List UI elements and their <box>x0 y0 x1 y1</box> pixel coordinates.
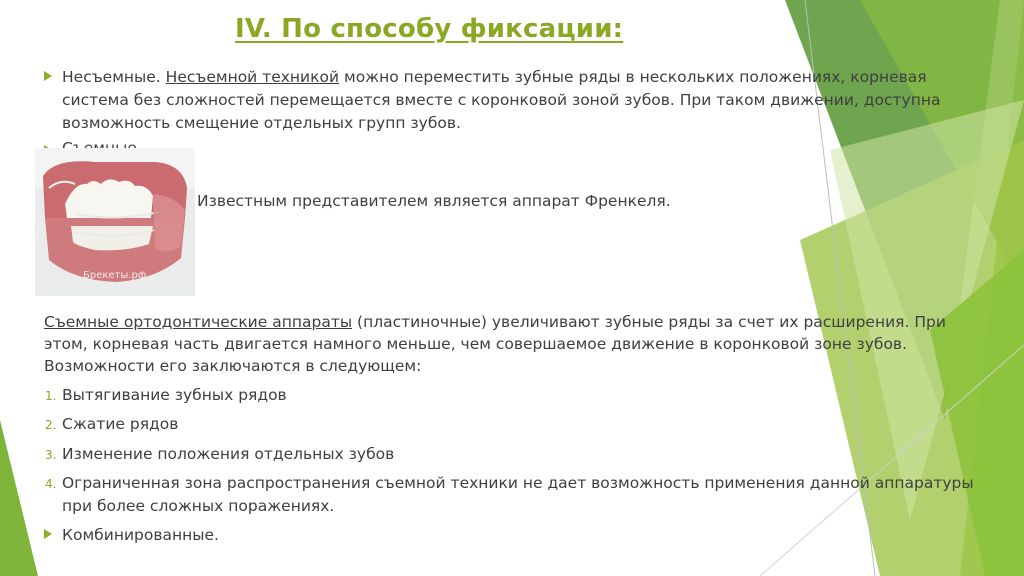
removable-line1-rest: (пластиночные) увеличивают зубные ряды за счет их расширения. При <box>352 313 946 331</box>
list-item: Изменение положения отдельных зубов <box>62 445 395 463</box>
bullet-arrow-icon <box>44 529 52 539</box>
combined-text: Комбинированные. <box>62 526 219 544</box>
removable-para-line-1 <box>44 311 946 334</box>
list-item: Вытягивание зубных рядов <box>62 386 287 404</box>
removable-para-line-2: этом, корневая часть двигается намного меньше, чем совершаемое движение в коронковой зоне зубов. <box>44 335 907 353</box>
slide-title: IV. По способу фиксации: <box>235 14 624 44</box>
fixed-line-2: система без сложностей перемещается вместе с коронковой зоной зубов. При таком движении, доступна <box>62 91 941 109</box>
list-number: 4. <box>45 477 57 491</box>
fixed-line1-rest: можно переместить зубные ряды в нескольких положениях, корневая <box>344 68 927 86</box>
list-number: 1. <box>45 389 57 403</box>
teeth-appliance-illustration <box>35 148 195 296</box>
photo-watermark: Брекеты.рф <box>83 270 147 281</box>
list-item: Ограниченная зона распространения съемной техники не дает возможность применения данной аппаратуры <box>62 474 974 492</box>
list-item-continuation: при более сложных поражениях. <box>62 497 335 515</box>
bullet-arrow-icon <box>44 71 52 81</box>
fixed-term: Несъемные. <box>62 68 161 86</box>
fixed-technique-link[interactable]: Несъемной техникой <box>165 68 340 86</box>
removable-appliances-link[interactable]: Съемные ортодонтические аппараты <box>44 313 353 331</box>
fixed-line-1 <box>62 66 927 89</box>
list-item: Сжатие рядов <box>62 415 179 433</box>
list-number: 3. <box>45 448 57 462</box>
deco-bottom-left <box>0 420 38 576</box>
removable-para-line-3: Возможности его заключаются в следующем: <box>44 357 422 375</box>
frenkel-text: Известным представителем является аппарат Френкеля. <box>197 192 671 210</box>
fixed-line-3: возможность смещение отдельных групп зубов. <box>62 114 461 132</box>
orthodontic-appliance-photo <box>35 148 195 296</box>
list-number: 2. <box>45 418 57 432</box>
